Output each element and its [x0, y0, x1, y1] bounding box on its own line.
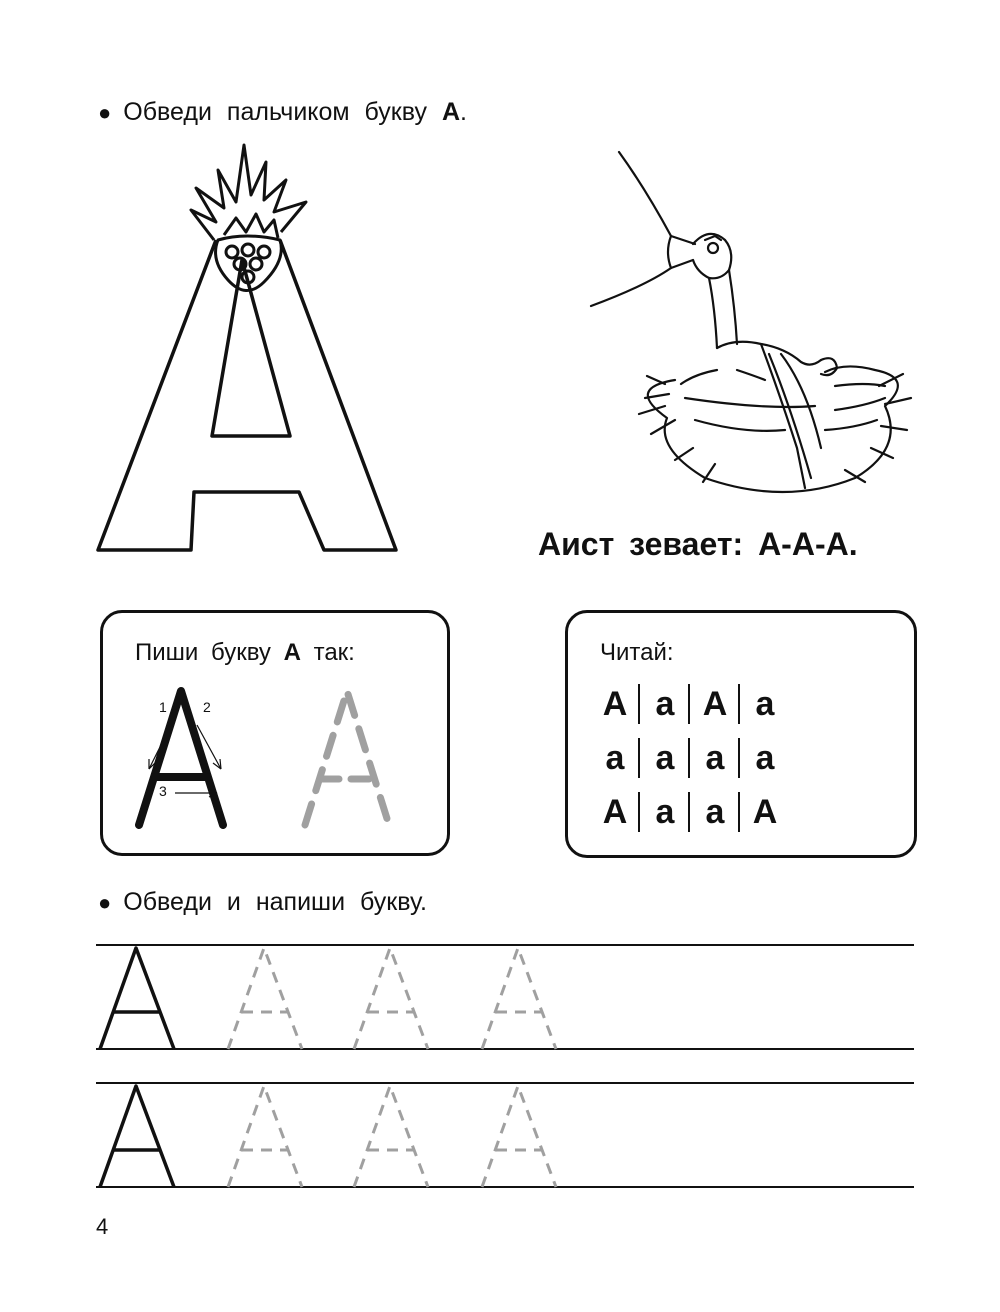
write-label-letter: А	[283, 639, 301, 666]
writing-practice-row	[96, 942, 916, 1052]
bullet-icon: ●	[98, 890, 112, 915]
read-letter: а	[655, 792, 675, 831]
read-letter: А	[602, 792, 628, 831]
instruction-text: Обведи пальчиком букву	[123, 98, 442, 126]
write-label-text: Пиши букву	[135, 639, 284, 666]
instruction-period: .	[460, 98, 467, 126]
read-letter: а	[655, 738, 675, 777]
read-row	[598, 785, 782, 839]
separator	[688, 684, 690, 724]
write-label-suffix: так:	[300, 639, 355, 666]
stroke-number-3: 3	[159, 783, 167, 799]
read-box	[565, 610, 917, 858]
dashed-letter-a	[293, 685, 413, 835]
stroke-number-2: 2	[203, 699, 211, 715]
separator	[738, 684, 740, 724]
separator	[688, 792, 690, 832]
separator	[638, 792, 640, 832]
separator	[738, 738, 740, 778]
instruction-trace-finger	[98, 98, 467, 127]
separator	[688, 738, 690, 778]
write-box-label	[135, 639, 355, 667]
read-row	[598, 677, 782, 731]
big-letter-a-illustration	[96, 140, 416, 560]
read-letter: а	[705, 738, 725, 777]
read-row	[598, 731, 782, 785]
read-letter: А	[752, 792, 778, 831]
separator	[738, 792, 740, 832]
stroke-number-1: 1	[159, 699, 167, 715]
separator	[638, 684, 640, 724]
write-letter-box	[100, 610, 450, 856]
stork-caption: Аист зевает: А-А-А.	[538, 526, 858, 562]
read-letter: А	[702, 684, 728, 723]
instruction-trace-write	[98, 888, 427, 917]
read-letter: а	[755, 684, 775, 723]
read-rows	[598, 677, 782, 839]
read-letter: а	[755, 738, 775, 777]
separator	[638, 738, 640, 778]
read-box-label: Читай:	[600, 639, 674, 666]
read-letter: а	[605, 738, 625, 777]
read-letter: А	[602, 684, 628, 723]
instruction-letter: А	[441, 98, 460, 126]
read-letter: а	[705, 792, 725, 831]
bullet-icon: ●	[98, 100, 112, 125]
read-letter: а	[655, 684, 675, 723]
writing-practice-row	[96, 1080, 916, 1190]
stork-in-nest-illustration	[585, 148, 925, 508]
page-number: 4	[96, 1214, 109, 1239]
instruction-text: Обведи и напиши букву.	[123, 888, 427, 916]
stroke-order-letter-a	[125, 685, 265, 835]
